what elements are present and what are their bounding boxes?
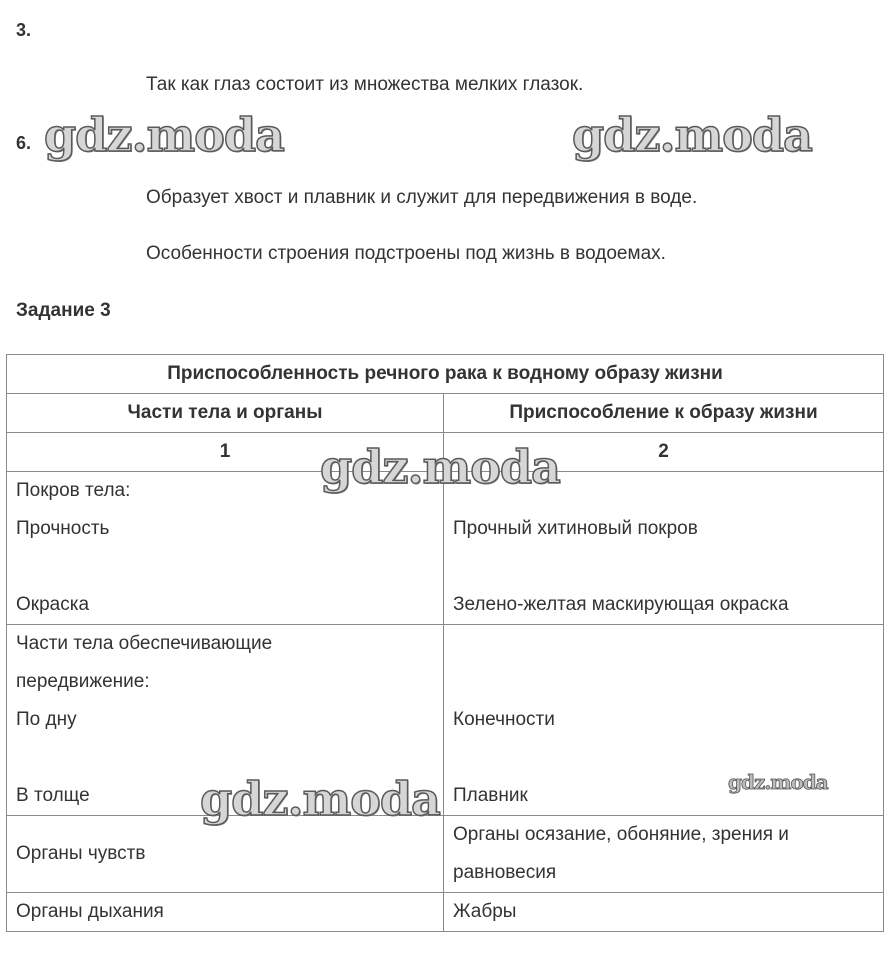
cell-line: Плавник: [453, 785, 528, 806]
table-cell: [444, 893, 884, 932]
column-header-adaptation: Приспособление к образу жизни: [444, 394, 884, 433]
answer-3-text: Так как глаз состоит из множества мелких глазок.: [146, 74, 584, 95]
watermark-logo: gdz.moda: [200, 772, 440, 826]
cell-line: В толще: [16, 785, 90, 806]
cell-line: Прочный хитиновый покров: [453, 518, 698, 539]
cell-line: [453, 625, 874, 663]
table-row: [7, 472, 884, 625]
table-cell: [7, 472, 444, 625]
cell-line: По дну: [16, 709, 77, 730]
cell-line: равновесия: [453, 862, 557, 883]
cell-line: [16, 548, 434, 586]
item-number-3: 3.: [16, 20, 32, 40]
table-title: Приспособленность речного рака к водному образу жизни: [7, 355, 884, 394]
answer-6-text-2: Особенности строения подстроены под жизнь в водоемах.: [146, 243, 666, 264]
watermark-logo: gdz.moda: [320, 440, 560, 494]
column-number-1: 1: [7, 433, 444, 472]
table-cell: [7, 893, 444, 932]
column-number-2: 2: [444, 433, 884, 472]
cell-line: Органы осязание, обоняние, зрения и: [453, 824, 789, 845]
cell-line: Окраска: [16, 594, 90, 615]
column-header-body-parts: Части тела и органы: [7, 394, 444, 433]
table-row: [7, 816, 884, 893]
table-header-row: [7, 394, 884, 433]
table-row: [7, 893, 884, 932]
cell-line: [453, 548, 874, 586]
cell-line: Жабры: [453, 901, 517, 922]
table-cell: [444, 816, 884, 893]
cell-line: Прочность: [16, 518, 110, 539]
watermark-logo: gdz.moda: [572, 108, 812, 162]
cell-line: передвижение:: [16, 671, 150, 692]
task-heading: Задание 3: [16, 300, 111, 321]
table-title-row: [7, 355, 884, 394]
answer-6-text-1: Образует хвост и плавник и служит для передвижения в воде.: [146, 187, 698, 208]
watermark-logo: gdz.moda: [728, 770, 828, 794]
cell-line: Части тела обеспечивающие: [16, 633, 273, 654]
cell-line: Органы чувств: [16, 843, 146, 864]
cell-line: Органы дыхания: [16, 901, 164, 922]
cell-line: [453, 663, 874, 701]
cell-line: Покров тела:: [16, 480, 131, 501]
cell-line: Конечности: [453, 709, 555, 730]
watermark-logo: gdz.moda: [44, 108, 284, 162]
cell-line: Зелено-желтая маскирующая окраска: [453, 594, 789, 615]
item-number-6: 6.: [16, 133, 32, 153]
table-cell: [444, 472, 884, 625]
table-cell: [7, 816, 444, 893]
